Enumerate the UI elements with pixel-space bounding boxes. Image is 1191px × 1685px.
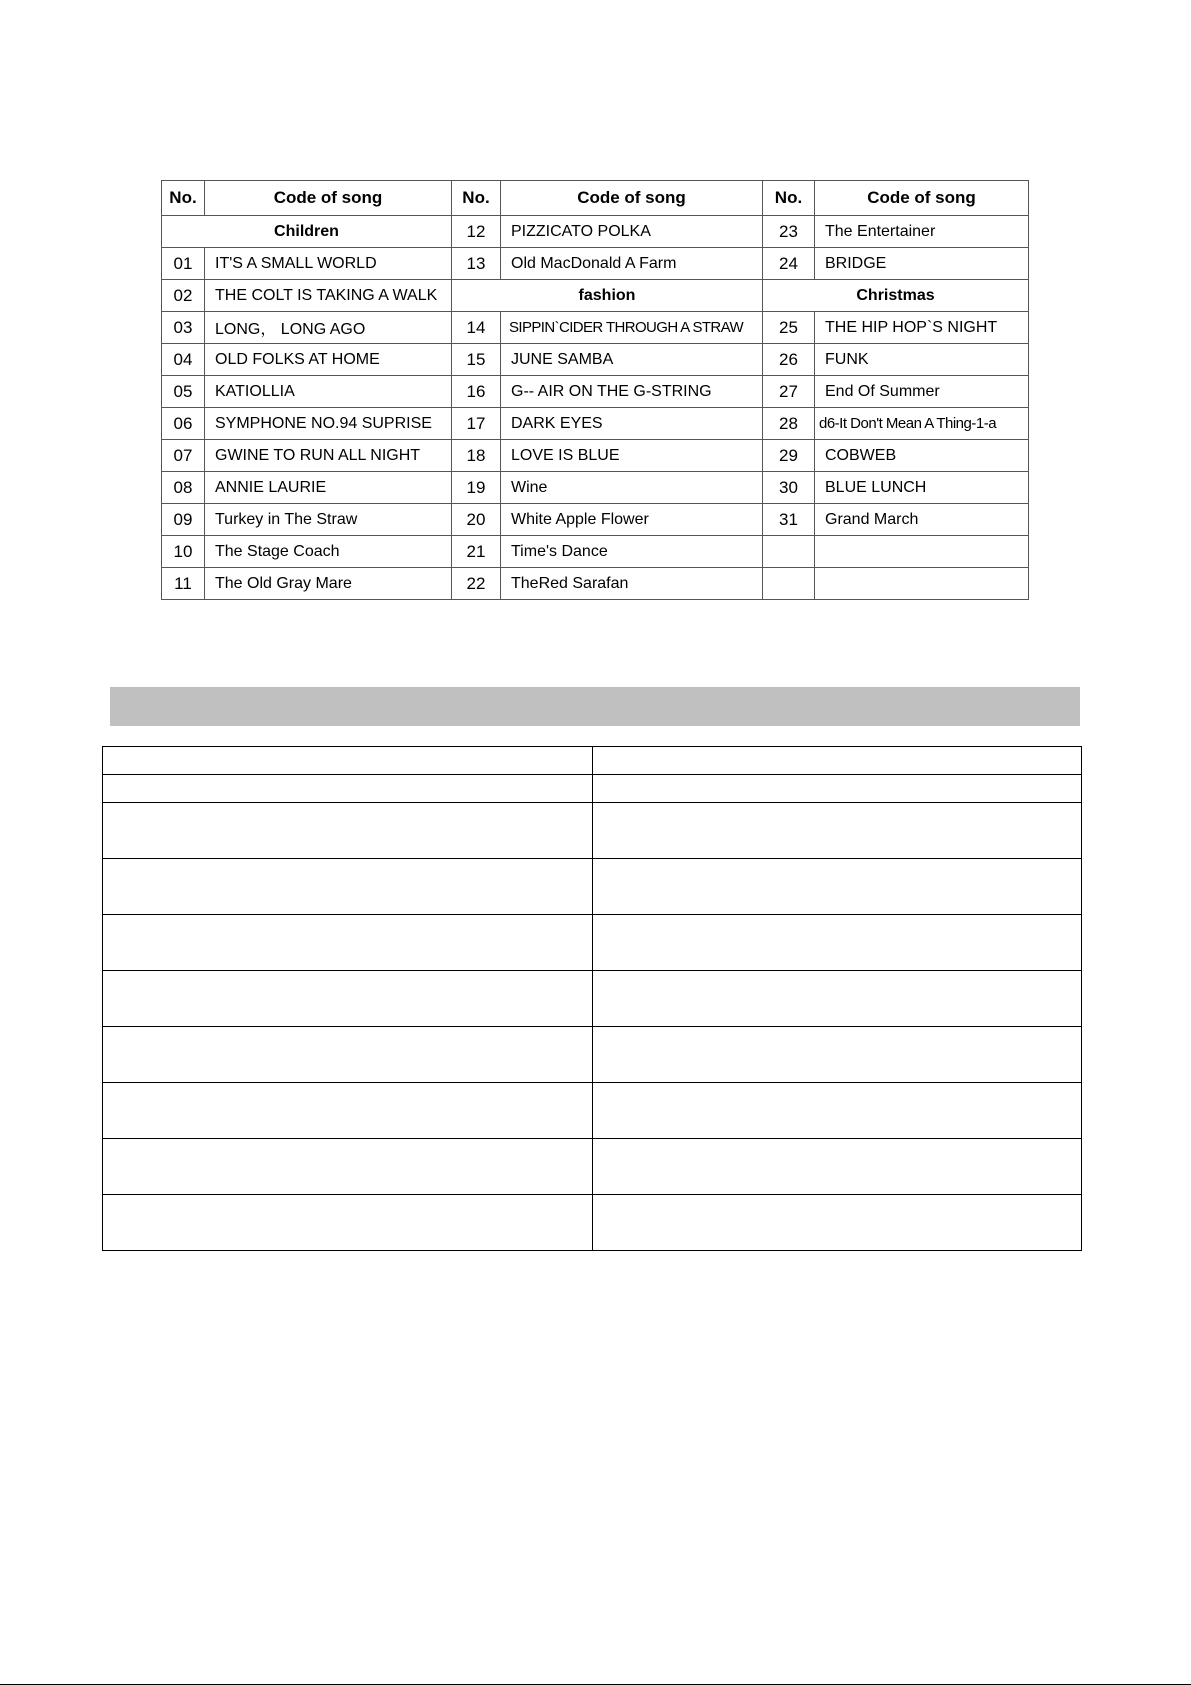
song-number: 11 — [162, 568, 205, 600]
empty-cell — [593, 747, 1082, 775]
empty-cell — [103, 1027, 593, 1083]
song-title: Wine — [501, 472, 763, 504]
table-row — [103, 775, 1082, 803]
header-code: Code of song — [205, 181, 452, 216]
song-title: JUNE SAMBA — [501, 344, 763, 376]
song-number: 19 — [452, 472, 501, 504]
song-number: 01 — [162, 248, 205, 280]
table-row — [162, 504, 1029, 536]
empty-cell — [103, 971, 593, 1027]
song-number: 17 — [452, 408, 501, 440]
empty-cell — [103, 1139, 593, 1195]
empty-cell — [593, 1083, 1082, 1139]
empty-cell — [593, 915, 1082, 971]
song-number: 12 — [452, 216, 501, 248]
song-title: White Apple Flower — [501, 504, 763, 536]
blank-spec-table — [102, 746, 1082, 1251]
song-title: GWINE TO RUN ALL NIGHT — [205, 440, 452, 472]
song-number: 07 — [162, 440, 205, 472]
song-code-table — [161, 180, 1029, 600]
song-number: 15 — [452, 344, 501, 376]
empty-cell — [103, 915, 593, 971]
song-number: 05 — [162, 376, 205, 408]
song-number: 21 — [452, 536, 501, 568]
empty-cell — [593, 803, 1082, 859]
song-number: 24 — [763, 248, 815, 280]
song-title: DARK EYES — [501, 408, 763, 440]
song-title: d6-It Don't Mean A Thing-1-a — [815, 408, 1029, 440]
empty-cell — [593, 971, 1082, 1027]
song-number: 22 — [452, 568, 501, 600]
song-title: THE HIP HOP`S NIGHT — [815, 312, 1029, 344]
song-title: SYMPHONE NO.94 SUPRISE — [205, 408, 452, 440]
song-title: BLUE LUNCH — [815, 472, 1029, 504]
song-title: PIZZICATO POLKA — [501, 216, 763, 248]
song-title: SIPPIN`CIDER THROUGH A STRAW — [501, 312, 763, 344]
table-row — [103, 971, 1082, 1027]
empty-cell — [103, 1195, 593, 1251]
song-number: 30 — [763, 472, 815, 504]
song-title: Turkey in The Straw — [205, 504, 452, 536]
song-title: Grand March — [815, 504, 1029, 536]
song-number: 09 — [162, 504, 205, 536]
table-row — [162, 248, 1029, 280]
section-header-bar — [110, 687, 1080, 726]
table-row — [103, 747, 1082, 775]
table-row — [162, 376, 1029, 408]
table-row — [162, 568, 1029, 600]
song-title: Old MacDonald A Farm — [501, 248, 763, 280]
song-title: BRIDGE — [815, 248, 1029, 280]
empty-cell — [103, 775, 593, 803]
section-fashion: fashion — [452, 280, 763, 312]
empty-cell — [815, 536, 1029, 568]
table-row — [162, 216, 1029, 248]
song-number: 31 — [763, 504, 815, 536]
song-number: 13 — [452, 248, 501, 280]
song-title: The Entertainer — [815, 216, 1029, 248]
header-no: No. — [763, 181, 815, 216]
song-number: 20 — [452, 504, 501, 536]
table-row — [162, 472, 1029, 504]
song-title: End Of Summer — [815, 376, 1029, 408]
song-number: 23 — [763, 216, 815, 248]
song-title: The Stage Coach — [205, 536, 452, 568]
table-row — [162, 408, 1029, 440]
song-title: TheRed Sarafan — [501, 568, 763, 600]
table-header-row — [162, 181, 1029, 216]
empty-cell — [103, 803, 593, 859]
song-number: 29 — [763, 440, 815, 472]
empty-cell — [593, 859, 1082, 915]
song-title: FUNK — [815, 344, 1029, 376]
empty-cell — [593, 1195, 1082, 1251]
header-no: No. — [452, 181, 501, 216]
song-title: G-- AIR ON THE G-STRING — [501, 376, 763, 408]
song-number: 26 — [763, 344, 815, 376]
empty-cell — [763, 568, 815, 600]
song-number: 06 — [162, 408, 205, 440]
table-row — [162, 312, 1029, 344]
section-christmas: Christmas — [763, 280, 1029, 312]
song-title: IT'S A SMALL WORLD — [205, 248, 452, 280]
table-row — [162, 280, 1029, 312]
table-row — [103, 915, 1082, 971]
table-row — [103, 1139, 1082, 1195]
song-number: 27 — [763, 376, 815, 408]
section-children: Children — [162, 216, 452, 248]
table-row — [103, 803, 1082, 859]
song-number: 28 — [763, 408, 815, 440]
song-title: THE COLT IS TAKING A WALK — [205, 280, 452, 312]
table-row — [162, 344, 1029, 376]
header-no: No. — [162, 181, 205, 216]
song-title: The Old Gray Mare — [205, 568, 452, 600]
header-code: Code of song — [815, 181, 1029, 216]
song-title: KATIOLLIA — [205, 376, 452, 408]
song-number: 02 — [162, 280, 205, 312]
song-title: OLD FOLKS AT HOME — [205, 344, 452, 376]
header-code: Code of song — [501, 181, 763, 216]
table-row — [103, 1027, 1082, 1083]
song-number: 08 — [162, 472, 205, 504]
song-number: 14 — [452, 312, 501, 344]
empty-cell — [593, 775, 1082, 803]
song-number: 25 — [763, 312, 815, 344]
song-title: ANNIE LAURIE — [205, 472, 452, 504]
song-title: LOVE IS BLUE — [501, 440, 763, 472]
table-row — [162, 440, 1029, 472]
song-number: 04 — [162, 344, 205, 376]
table-row — [103, 1083, 1082, 1139]
empty-cell — [593, 1139, 1082, 1195]
table-row — [103, 1195, 1082, 1251]
song-number: 16 — [452, 376, 501, 408]
song-number: 10 — [162, 536, 205, 568]
song-title: LONG， LONG AGO — [205, 312, 452, 344]
table-row — [162, 536, 1029, 568]
song-title: Time's Dance — [501, 536, 763, 568]
song-number: 03 — [162, 312, 205, 344]
empty-cell — [103, 1083, 593, 1139]
empty-cell — [103, 747, 593, 775]
song-number: 18 — [452, 440, 501, 472]
empty-cell — [103, 859, 593, 915]
empty-cell — [815, 568, 1029, 600]
table-row — [103, 859, 1082, 915]
empty-cell — [763, 536, 815, 568]
song-title: COBWEB — [815, 440, 1029, 472]
empty-cell — [593, 1027, 1082, 1083]
